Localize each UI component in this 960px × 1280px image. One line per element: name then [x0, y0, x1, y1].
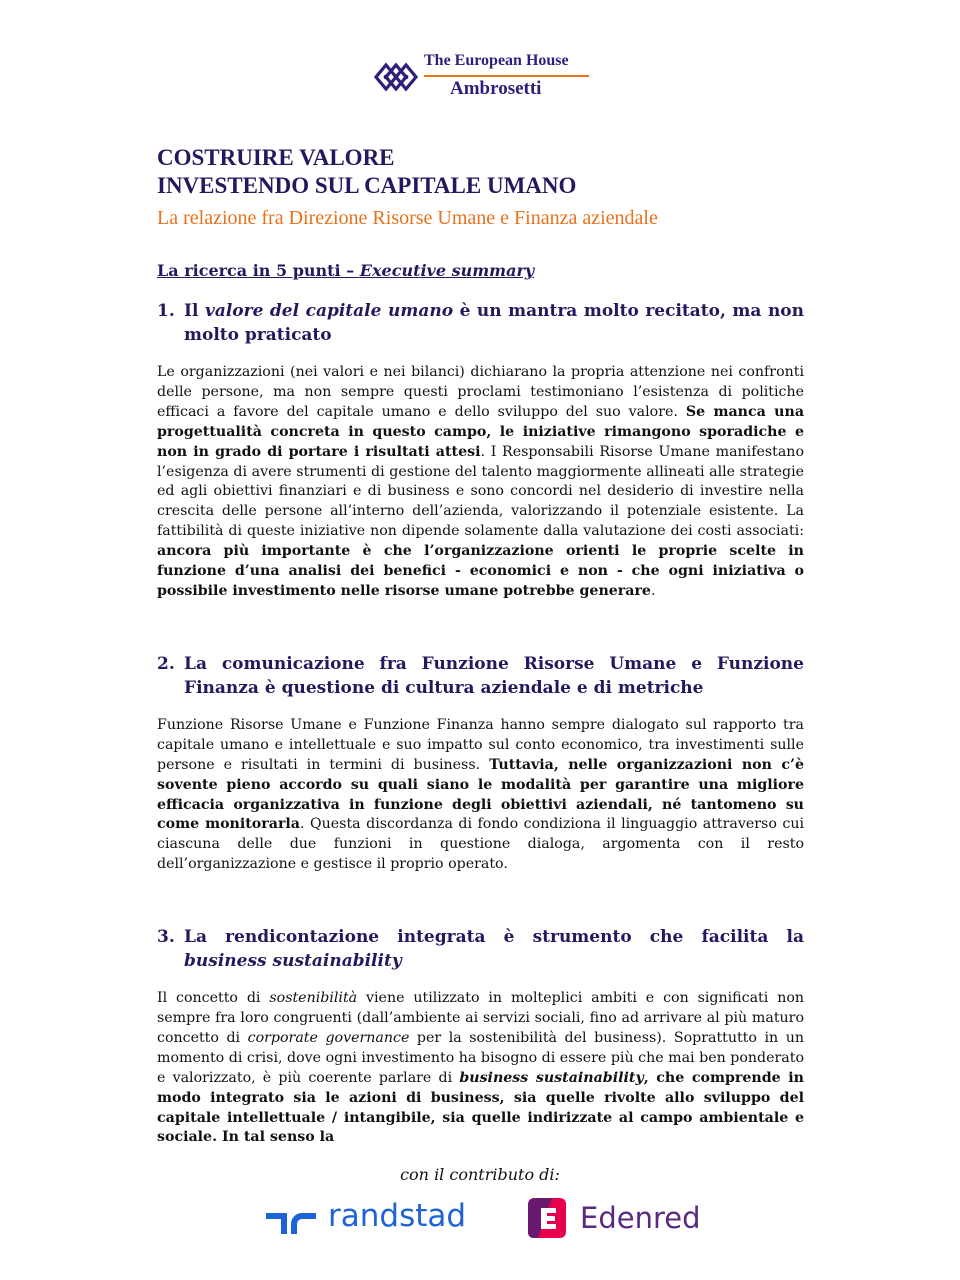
randstad-wordmark: randstad	[328, 1198, 467, 1234]
section-3-heading	[157, 925, 804, 973]
s1-text-1: Le organizzazioni (nei valori e nei bilanci) dichiarano la propria attenzione nei confronti delle persone, ma non sempre questi proclami testimoniano l’esistenza di politiche efficaci a favore del capitale umano e dello sviluppo del suo valore.	[157, 364, 804, 420]
logo-rule	[424, 75, 589, 77]
randstad-mark-icon	[264, 1202, 320, 1242]
s3-text-3: per la sostenibilità del business). Soprattutto in un momento di crisi, dove ogni investimento ha bisogno di essere più che mai ben ponderato e valorizzato, è più coerente parlare di	[157, 1029, 804, 1086]
s3-text-1: Il concetto di	[157, 990, 270, 1007]
title-line2: INVESTENDO SUL CAPITALE UMANO	[157, 173, 577, 198]
section-2-number: 2.	[157, 653, 175, 674]
edenred-wordmark: Edenred	[580, 1201, 701, 1235]
document-subtitle: La relazione fra Direzione Risorse Umane e Finanza aziendale	[157, 207, 658, 229]
s3-italic-1: sostenibilità	[269, 990, 358, 1007]
section-2-paragraph	[157, 716, 804, 875]
spacer	[157, 875, 804, 907]
section-3-paragraph	[157, 989, 804, 1148]
section-3-heading-text: La rendicontazione integrata è strumento che facilita la	[184, 927, 804, 948]
section-1-heading-text-a: Il	[184, 301, 205, 321]
s2-text-2: . Questa discordanza di fondo condiziona il linguaggio attraverso cui ciascuna delle due funzioni in questione dialoga, argomenta con il resto dell’organizzazione e gestisce il proprio operato.	[157, 816, 804, 873]
header-logo	[372, 52, 602, 104]
executive-summary-heading	[157, 261, 804, 281]
s1-bold-2: ancora più importante è che l’organizzazione orienti le proprie scelte in funzione d’una analisi dei benefici - economici e non - che ogni iniziativa o possibile investimento nelle risorse umane potrebbe generare	[157, 543, 804, 599]
s3-bold-italic-1: business sustainability	[459, 1069, 644, 1086]
s1-text-3: .	[650, 582, 656, 599]
section-1-heading-text-c: è un mantra molto recitato, ma non molto praticato	[184, 301, 805, 345]
randstad-logo	[264, 1196, 474, 1240]
exec-prefix: La ricerca in 5 punti –	[157, 261, 360, 280]
section-1-paragraph	[157, 363, 804, 602]
edenred-logo	[528, 1196, 708, 1242]
section-1-number: 1.	[157, 301, 175, 321]
section-2-heading	[157, 652, 804, 700]
spacer	[157, 602, 804, 634]
s3-bold-1: , che comprende in modo integrato sia le azioni di business, sia quelle rivolte allo sviluppo del capitale intellettuale / intangibile, sia quelle indirizzate al campo ambientale e sociale. In tal senso la	[157, 1069, 804, 1146]
section-3-heading-italic: business sustainability	[184, 951, 402, 972]
logo-line2: Ambrosetti	[450, 78, 542, 99]
s1-bold-1: Se manca una progettualità concreta in questo campo, le iniziative rimangono sporadiche e non in grado di portare i risultati attesi	[157, 403, 805, 460]
exec-italic: Executive summary	[359, 261, 535, 280]
logo-line1: The European House	[424, 52, 569, 69]
section-1-heading-italic: valore del capitale umano	[204, 301, 454, 321]
section-1-heading	[157, 299, 804, 347]
section-3-number: 3.	[157, 927, 175, 948]
s3-text-2: viene utilizzato in molteplici ambiti e con significati non sempre fra loro congruenti (dall’ambiente ai servizi sociali, fino ad arrivare al più maturo concetto di	[157, 990, 805, 1046]
document-body	[157, 144, 804, 1148]
edenred-badge-icon	[528, 1198, 570, 1240]
section-2-heading-text: La comunicazione fra Funzione Risorse Umane e Funzione Finanza è questione di cultura aziendale e di metriche	[184, 653, 804, 698]
title-line1: COSTRUIRE VALORE	[157, 145, 395, 170]
ambrosetti-emblem-icon	[372, 56, 420, 98]
document-title	[157, 144, 804, 200]
s3-italic-2: corporate governance	[247, 1029, 410, 1046]
s2-text-1: Funzione Risorse Umane e Funzione Finanza hanno sempre dialogato sul rapporto tra capitale umano e intellettuale e suo impatto sul conto economico, tra investimenti sulle persone e risultati in termini di business.	[157, 716, 804, 773]
s2-bold-1: Tuttavia, nelle organizzazioni non c’è sovente pieno accordo su quali siano le modalità per garantire una migliore efficacia organizzativa in funzione degli obiettivi aziendali, né tantomeno su come monitorarla	[157, 756, 804, 833]
contributors-label: con il contributo di:	[400, 1165, 560, 1184]
s1-text-2: . I Responsabili Risorse Umane manifestano l’esigenza di avere strumenti di gestione del talento maggiormente allineati alle strategie ed agli obiettivi finanziari e di business e sono concordi nel desiderio di investire nella crescita delle persone all’interno dell’azienda, valorizzando il potenziale esistente. La fattibilità di queste iniziative non dipende solamente dalla valutazione dei costi associati:	[157, 443, 804, 540]
